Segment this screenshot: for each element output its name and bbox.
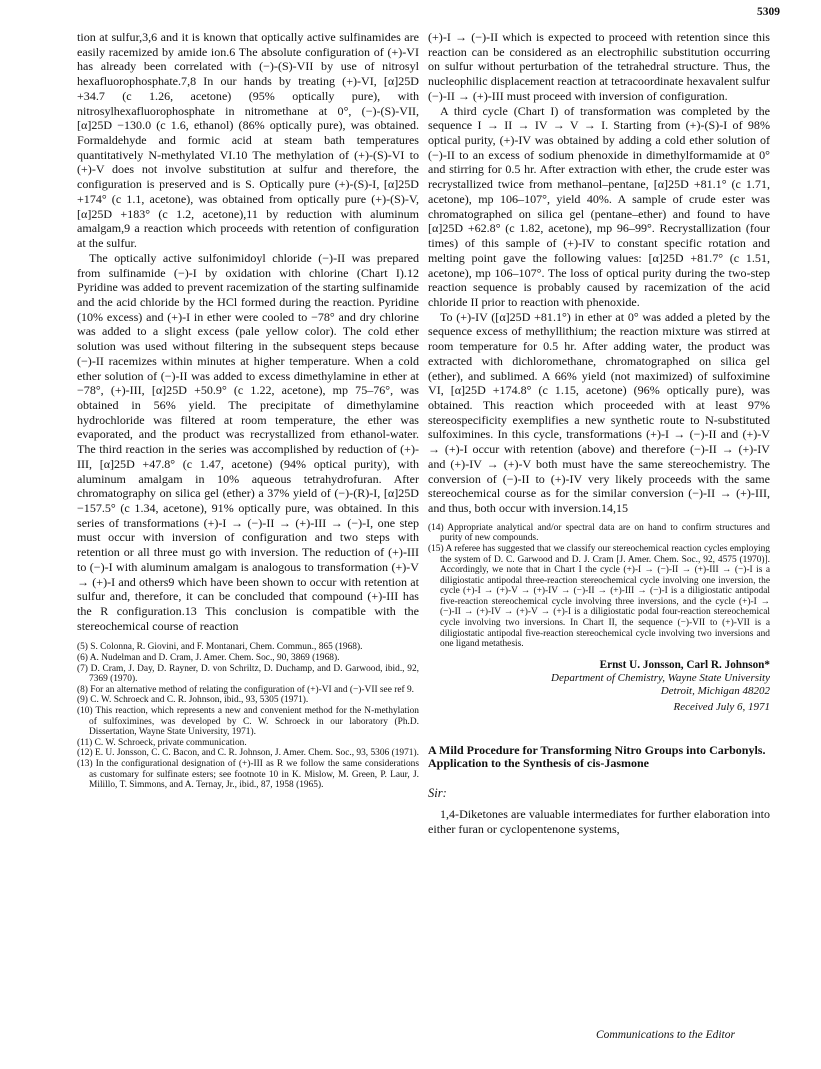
footnote-8: (8) For an alternative method of relating the configuration of (+)-VI and (−)-VII see ref 9. — [77, 684, 415, 695]
footnote-14: (14) Appropriate analytical and/or spectral data are on hand to confirm structures and purity of new compounds. — [428, 522, 770, 544]
footnote-12: (12) E. U. Jonsson, C. C. Bacon, and C. R. Johnson, J. Amer. Chem. Soc., 93, 5306 (1971). — [77, 748, 419, 759]
affiliation-line-1: Department of Chemistry, Wayne State University — [551, 671, 770, 684]
authors: Ernst U. Jonsson, Carl R. Johnson* — [599, 658, 770, 671]
footnote-15: (15) A referee has suggested that we classify our stereochemical reaction cycles employing the system of D. C. Garwood and D. J. Cram [J. Amer. Chem. Soc., 92, 4575 (1970)]. Accordingly, we note that in Chart I the cycle (+)-I → (−)-II → (+)-III → (−)-I is a diligiostatic antipodal three-reaction stereochemical cycle involving one inversion, the cycle (+)-I → (+)-V → (+)-IV → (−)-II → (+)-III → (−)-I is a diligiostatic antipodal five-reaction stereochemical cycle involving three inversions, and the cycle (+)-I → (−)-II → (+)-IV → (+)-V → (+)-I is a diligiostatic podal four-reaction stereochemical cycle involving two inversions. In Chart II, the sequence (−)-VII to (+)-VII is a diligiostatic antipodal five-reaction stereochemical cycle involving two inversions and one ligand metathesis. — [428, 543, 770, 650]
right-paragraph-1: (+)-I → (−)-II which is expected to proceed with retention since this reaction can be considered as an electrophilic substitution occurring on sulfur without perturbation of the tetrahedral structure. Thus, the nucleophilic displacement reaction at tetracoordinate hexavalent sulfur (−)-II → (+)-III must proceed with inversion of configuration. — [428, 30, 770, 103]
left-paragraph-1: tion at sulfur,3,6 and it is known that optically active sulfinamides are easily racemized by amide ion.6 The absolute configuration of (+)-VI has already been correlated with (−)-(S)-VII by use of nitrosyl hexafluorophosphate.7,8 In our hands by treating (+)-VI, [α]25D +34.7 (c 1.26, acetone) (95% optically pure), with nitrosylhexafluorophosphate in nitromethane at 0°, (−)-(S)-VII, [α]25D −130.0 (c 1.6, ethanol) (86% optically pure), was obtained. Formaldehyde and formic acid at steam bath temperatures quantitatively N-methylated VI.10 The methylation of (+)-(S)-VI to (+)-V does not involve substitution at sulfur and therefore, the configuration is preserved and is S. Optically pure (+)-(S)-I, [α]25D +174° (c 1.1, acetone), was obtained from optically pure (+)-(S)-V, [α]25D +183° (c 1.2, acetone),11 by reduction with aluminum amalgam,9 a reaction which proceeds with retention of configuration at the sulfur. — [77, 30, 419, 251]
footer-section: Communications to the Editor — [596, 1029, 735, 1041]
right-footnotes — [428, 523, 770, 650]
footnote-7: (7) D. Cram, J. Day, D. Rayner, D. von Schriltz, D. Duchamp, and D. Garwood, ibid., 92, 7369 (1970). — [77, 663, 419, 685]
received-date: Received July 6, 1971 — [673, 700, 770, 713]
page-number: 5309 — [757, 6, 780, 18]
left-footnotes — [77, 642, 419, 790]
salutation: Sir: — [428, 786, 447, 801]
intro-paragraph: 1,4-Diketones are valuable intermediates for further elaboration into either furan or cyclopentenone systems, — [428, 807, 770, 836]
right-paragraph-3: To (+)-IV ([α]25D +81.1°) in ether at 0° was added a pleted by the sequence excess of methyllithium; the reaction mixture was stirred at room temperature for 0.5 hr. After adding water, the product was extracted with dichloromethane, chromatographed on silica gel (ether), and sublimed. A 66% yield (not maximized) of sulfoximine VI, [α]25D +174.8° (c 1.15, acetone) (96% optically pure), was obtained. This reaction which proceeded with at least 97% stereospecificity exemplifies a new synthetic route to N-substituted sulfoximines. In this cycle, transformations (+)-I → (−)-II and (+)-V → (+)-I occur with retention (above) and therefore (−)-II → (+)-IV and (+)-IV → (+)-V both must have the same stereochemistry. The conversion of (−)-II to (+)-IV very likely proceeds with the same stereochemical course as for the similar conversion (−)-II → (+)-III, and thus, both occur with inversion.14,15 — [428, 309, 770, 515]
left-paragraph-2: The optically active sulfonimidoyl chloride (−)-II was prepared from sulfinamide (−)-I by oxidation with chlorine (Chart I).12 Pyridine was added to prevent racemization of the starting sulfinamide and the acid chloride by the HCl formed during the reaction. Pyridine (10% excess) and (+)-I in ether were cooled to −78° and dry chlorine was added to a slight excess (pale yellow color). The cold ether solution was used without filtering in the subsequent steps because (−)-II racemizes within minutes at higher temperature. When a cold ether solution of (−)-II was added to excess dimethylamine in ether at −78°, (+)-III, [α]25D +50.9° (c 1.22, acetone), mp 75–76°, was obtained in 56% yield. The precipitate of dimethylamine hydrochloride was filtered at room temperature, the ether was evaporated, and the product was recrystallized from ethanol-water. The third reaction in the series was accomplished by reduction of (+)-III, [α]25D +47.8° (c 1.47, acetone) (94% optical purity), with aluminum amalgam in 10% aqueous tetrahydrofuran. After chromatography on silica gel (ether) a 37% yield of (−)-(R)-I, [α]25D −157.5° (c 1.34, acetone), 91% optically pure, was obtained. In this series of transformations (+)-I → (−)-II → (+)-III → (−)-I, one step must occur with inversion of configuration and two steps with retention or all three must go with inversion. The reduction of (+)-III to (−)-I with aluminum amalgam is analogous to transformation (+)-V → (+)-I and others9 which have been shown to occur with retention at sulfur and, therefore, it can be concluded that compound (+)-III has the R configuration.13 This conclusion is compatible with the stereochemical course of reaction — [77, 250, 419, 633]
footnote-11: (11) C. W. Schroeck, private communication. — [77, 737, 247, 748]
right-column — [428, 30, 770, 836]
right-paragraph-2: A third cycle (Chart I) of transformation was completed by the sequence I → II → IV → V → I. Starting from (+)-(S)-I of 98% optical purity, (+)-IV was obtained by adding a cold ether solution of (−)-II to an excess of sodium phenoxide in dimethylformamide at 0° and stirring for 0.5 hr. After extraction with ether, the crude ester was recrystallized twice from methanol–pentane, [α]25D +81.1° (c 1.71, acetone), mp 106–107°, yield 40%. A sample of crude ester was chromatographed on silica gel (pentane–ether) and found to have [α]25D +62.8° (c 1.82, acetone), mp 96–99°. Recrystallization (four times) of this sample of (+)-IV to constant specific rotation and melting point gave the following values: [α]25D +81.7° (c 1.51, acetone), mp 106–107°. The loss of optical purity during the two-step reaction sequence is probably caused by racemization of the acid chloride II prior to reaction with phenoxide. — [428, 103, 770, 309]
footnote-6: (6) A. Nudelman and D. Cram, J. Amer. Chem. Soc., 90, 3869 (1968). — [77, 653, 340, 664]
article-title: A Mild Procedure for Transforming Nitro Groups into Carbonyls. Application to the Synthesis of cis-Jasmone — [428, 742, 766, 771]
footnote-13: (13) In the configurational designation of (+)-III as R we follow the same considerations as customary for sulfinate esters; see footnote 10 in K. Mislow, M. Green, P. Laur, J. Milillo, T. Simmons, and A. Ternay, Jr., ibid., 87, 1958 (1965). — [77, 759, 419, 791]
left-column — [77, 30, 419, 791]
footnote-10: (10) This reaction, which represents a new and convenient method for the N-methylation of sulfoximines, was developed by C. W. Schroeck in our laboratory (Ph.D. Dissertation, Wayne State University, 1971). — [77, 706, 419, 738]
footnote-5: (5) S. Colonna, R. Giovini, and F. Montanari, Chem. Commun., 865 (1968). — [77, 642, 363, 653]
footnote-9: (9) C. W. Schroeck and C. R. Johnson, ibid., 93, 5305 (1971). — [77, 695, 309, 706]
affiliation-line-2: Detroit, Michigan 48202 — [660, 684, 770, 697]
